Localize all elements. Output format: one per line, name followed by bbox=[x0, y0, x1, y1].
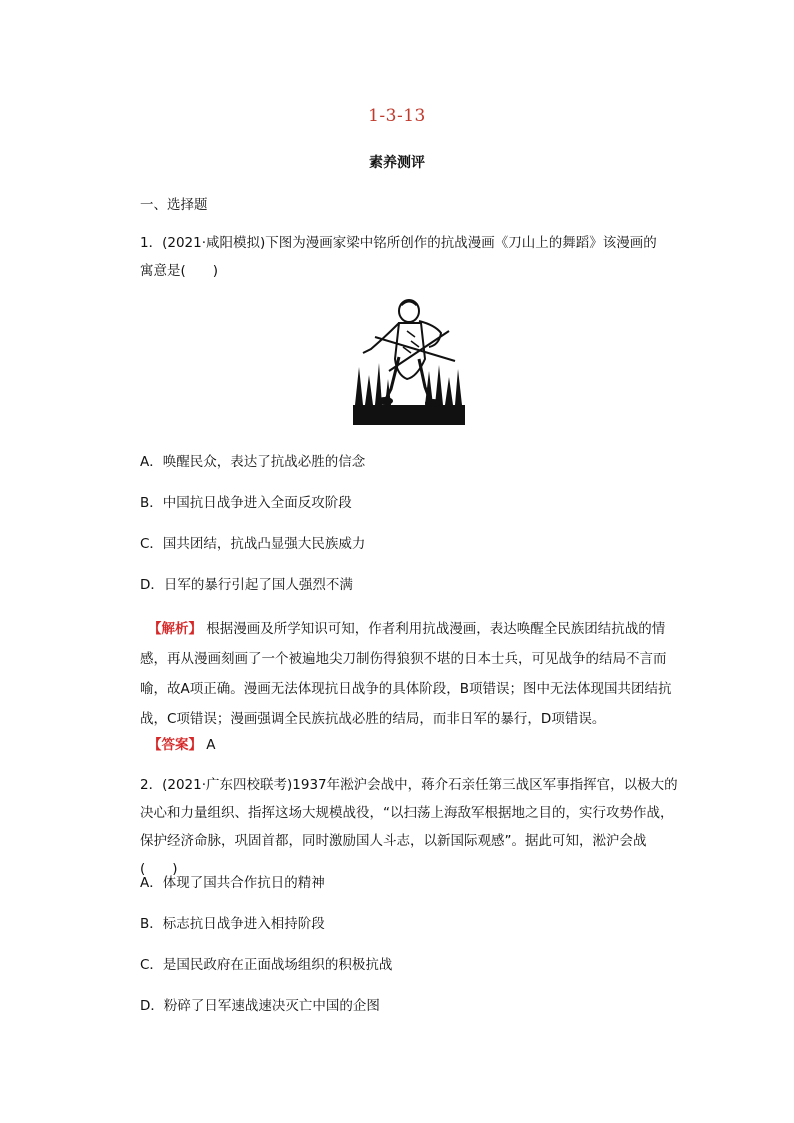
question-1-option-a: A．唤醒民众，表达了抗战必胜的信念 bbox=[140, 454, 366, 470]
analysis-label: 【解析】 bbox=[148, 621, 202, 637]
question-1-option-b: B．中国抗日战争进入全面反攻阶段 bbox=[140, 495, 352, 511]
question-2-stem: 2．(2021·广东四校联考)1937年淞沪会战中，蒋介石亲任第三战区军事指挥官，以极大的决心和力量组织、指挥这场大规模战役，“以扫荡上海敌军根据地之目的，实行攻势作战，保护经济命脉，巩固首都，同时激励国人斗志，以新国际观感”。据此可知，淞沪会战( ) bbox=[140, 777, 678, 877]
question-2-option-b: B．标志抗日战争进入相持阶段 bbox=[140, 916, 325, 932]
document-id: 1-3-13 bbox=[368, 106, 426, 126]
question-1-option-d: D．日军的暴行引起了国人强烈不满 bbox=[140, 577, 353, 593]
section-heading: 一、选择题 bbox=[140, 197, 208, 213]
question-2-option-a: A．体现了国共合作抗日的精神 bbox=[140, 875, 325, 891]
question-2-option-c: C．是国民政府在正面战场组织的积极抗战 bbox=[140, 957, 393, 973]
page-subtitle: 素养测评 bbox=[369, 155, 425, 171]
answer-value: A bbox=[206, 737, 216, 753]
answer-label: 【答案】 bbox=[148, 737, 202, 753]
question-1-analysis bbox=[140, 614, 680, 734]
question-2-option-d: D．粉碎了日军速战速决灭亡中国的企图 bbox=[140, 998, 380, 1014]
analysis-text: 根据漫画及所学知识可知，作者利用抗战漫画，表达唤醒全民族团结抗战的情感，再从漫画刻画了一个被遍地尖刀制伤得狼狈不堪的日本士兵，可见战争的结局不言而喻，故A项正确。漫画无法体现抗日战争的具体阶段，B项错误；图中无法体现国共团结抗战，C项错误；漫画强调全民族抗战必胜的结局，而非日军的暴行，D项错误。 bbox=[140, 621, 672, 727]
question-1-answer bbox=[140, 734, 216, 756]
question-1-option-c: C．国共团结，抗战凸显强大民族威力 bbox=[140, 536, 366, 552]
question-1-stem: 1．(2021·咸阳模拟)下图为漫画家梁中铭所创作的抗战漫画《刀山上的舞蹈》该漫画的寓意是( ) bbox=[140, 235, 657, 279]
cartoon-illustration bbox=[345, 297, 473, 427]
cartoon-ground bbox=[353, 405, 465, 425]
